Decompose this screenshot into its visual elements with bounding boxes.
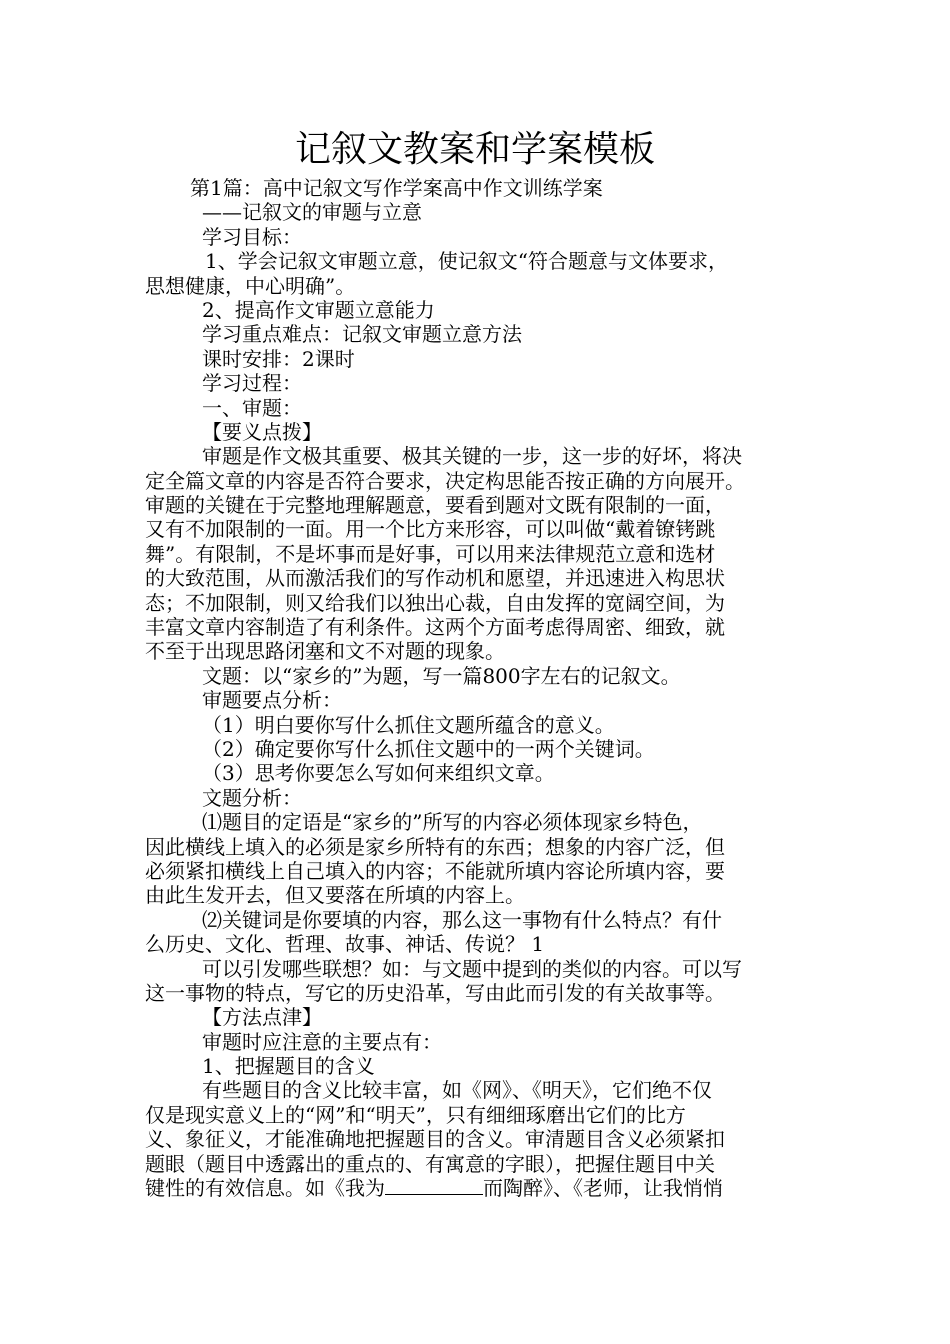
paragraph-line: 仅是现实意义上的“网”和“明天”，只有细细琢磨出它们的比方 bbox=[145, 1102, 686, 1127]
class-hours: 课时安排：2课时 bbox=[202, 346, 355, 371]
text-segment: 键性的有效信息。如《我为 bbox=[145, 1176, 385, 1201]
paragraph-line: 定全篇文章的内容是否符合要求，决定构思能否按正确的方向展开。 bbox=[145, 468, 745, 493]
paragraph-line: 因此横线上填入的必须是家乡所特有的东西；想象的内容广泛，但 bbox=[145, 834, 725, 859]
paragraph-line: 的大致范围，从而激活我们的写作动机和愿望，并迅速进入构思状 bbox=[145, 566, 725, 591]
document-body bbox=[145, 176, 813, 1200]
topic-line: 文题：以“家乡的”为题，写一篇800字左右的记叙文。 bbox=[202, 663, 681, 688]
key-label: 【要义点拨】 bbox=[202, 419, 322, 444]
goal-2: 2、提高作文审题立意能力 bbox=[202, 297, 435, 322]
paragraph-line: 有些题目的含义比较丰富，如《网》、《明天》，它们绝不仅 bbox=[202, 1078, 712, 1103]
paragraph-line: ⑵关键词是你要填的内容，那么这一事物有什么特点？有什 bbox=[202, 907, 722, 932]
section-1-heading: 一、审题： bbox=[202, 395, 302, 420]
paragraph-line: 丰富文章内容制造了有利条件。这两个方面考虑得周密、细致，就 bbox=[145, 615, 725, 640]
analysis-item: （2）确定要你写什么抓住文题中的一两个关键词。 bbox=[202, 736, 655, 761]
analysis-item: （3）思考你要怎么写如何来组织文章。 bbox=[202, 761, 555, 786]
paragraph-line: 态；不加限制，则又给我们以独出心裁，自由发挥的宽阔空间，为 bbox=[145, 590, 725, 615]
analysis-label: 审题要点分析： bbox=[202, 688, 342, 713]
paragraph-line: 必须紧扣横线上自己填入的内容；不能就所填内容论所填内容，要 bbox=[145, 858, 725, 883]
method-label: 【方法点津】 bbox=[202, 1005, 322, 1030]
goal-1-line-1: 1、学会记叙文审题立意，使记叙文“符合题意与文体要求， bbox=[205, 249, 728, 274]
document-title: 记叙文教案和学案模板 bbox=[294, 129, 655, 170]
topic-analysis-label: 文题分析： bbox=[202, 785, 302, 810]
text-segment: 而陶醉》、《老师，让我悄悄 bbox=[483, 1176, 723, 1201]
key-points: 学习重点难点：记叙文审题立意方法 bbox=[202, 322, 522, 347]
paragraph-line: 义、象征义，才能准确地把握题目的含义。审清题目含义必须紧扣 bbox=[145, 1127, 725, 1152]
paragraph-line: 可以引发哪些联想？如：与文题中提到的类似的内容。可以写 bbox=[202, 956, 742, 981]
goals-label: 学习目标： bbox=[202, 224, 302, 249]
paragraph-line bbox=[145, 1176, 813, 1200]
blank-underline bbox=[385, 1176, 483, 1195]
article-subheading: ——记叙文的审题与立意 bbox=[202, 200, 422, 225]
method-intro: 审题时应注意的主要点有： bbox=[202, 1029, 442, 1054]
paragraph-line: 由此生发开去，但又要落在所填的内容上。 bbox=[145, 883, 525, 908]
paragraph-line: 审题是作文极其重要、极其关键的一步，这一步的好坏，将决 bbox=[202, 444, 742, 469]
paragraph-line: ⑴题目的定语是“家乡的”所写的内容必须体现家乡特色， bbox=[202, 810, 703, 835]
paragraph-line: 又有不加限制的一面。用一个比方来形容，可以叫做“戴着镣铐跳 bbox=[145, 517, 716, 542]
analysis-item: （1）明白要你写什么抓住文题所蕴含的意义。 bbox=[202, 712, 615, 737]
paragraph-line: 么历史、文化、哲理、故事、神话、传说？ 1 bbox=[145, 932, 545, 957]
goal-1-line-2: 思想健康，中心明确”。 bbox=[145, 273, 356, 298]
process-label: 学习过程： bbox=[202, 371, 302, 396]
article-heading: 第1篇：高中记叙文写作学案高中作文训练学案 bbox=[190, 176, 603, 200]
paragraph-line: 审题的关键在于完整地理解题意，要看到题对文既有限制的一面， bbox=[145, 493, 725, 518]
paragraph-line: 这一事物的特点，写它的历史沿革，写由此而引发的有关故事等。 bbox=[145, 980, 725, 1005]
method-1-heading: 1、把握题目的含义 bbox=[202, 1054, 375, 1079]
paragraph-line: 舞”。有限制，不是坏事而是好事，可以用来法律规范立意和选材 bbox=[145, 541, 716, 566]
paragraph-line: 不至于出现思路闭塞和文不对题的现象。 bbox=[145, 639, 505, 664]
paragraph-line: 题眼（题目中透露出的重点的、有寓意的字眼），把握住题目中关 bbox=[145, 1151, 715, 1176]
